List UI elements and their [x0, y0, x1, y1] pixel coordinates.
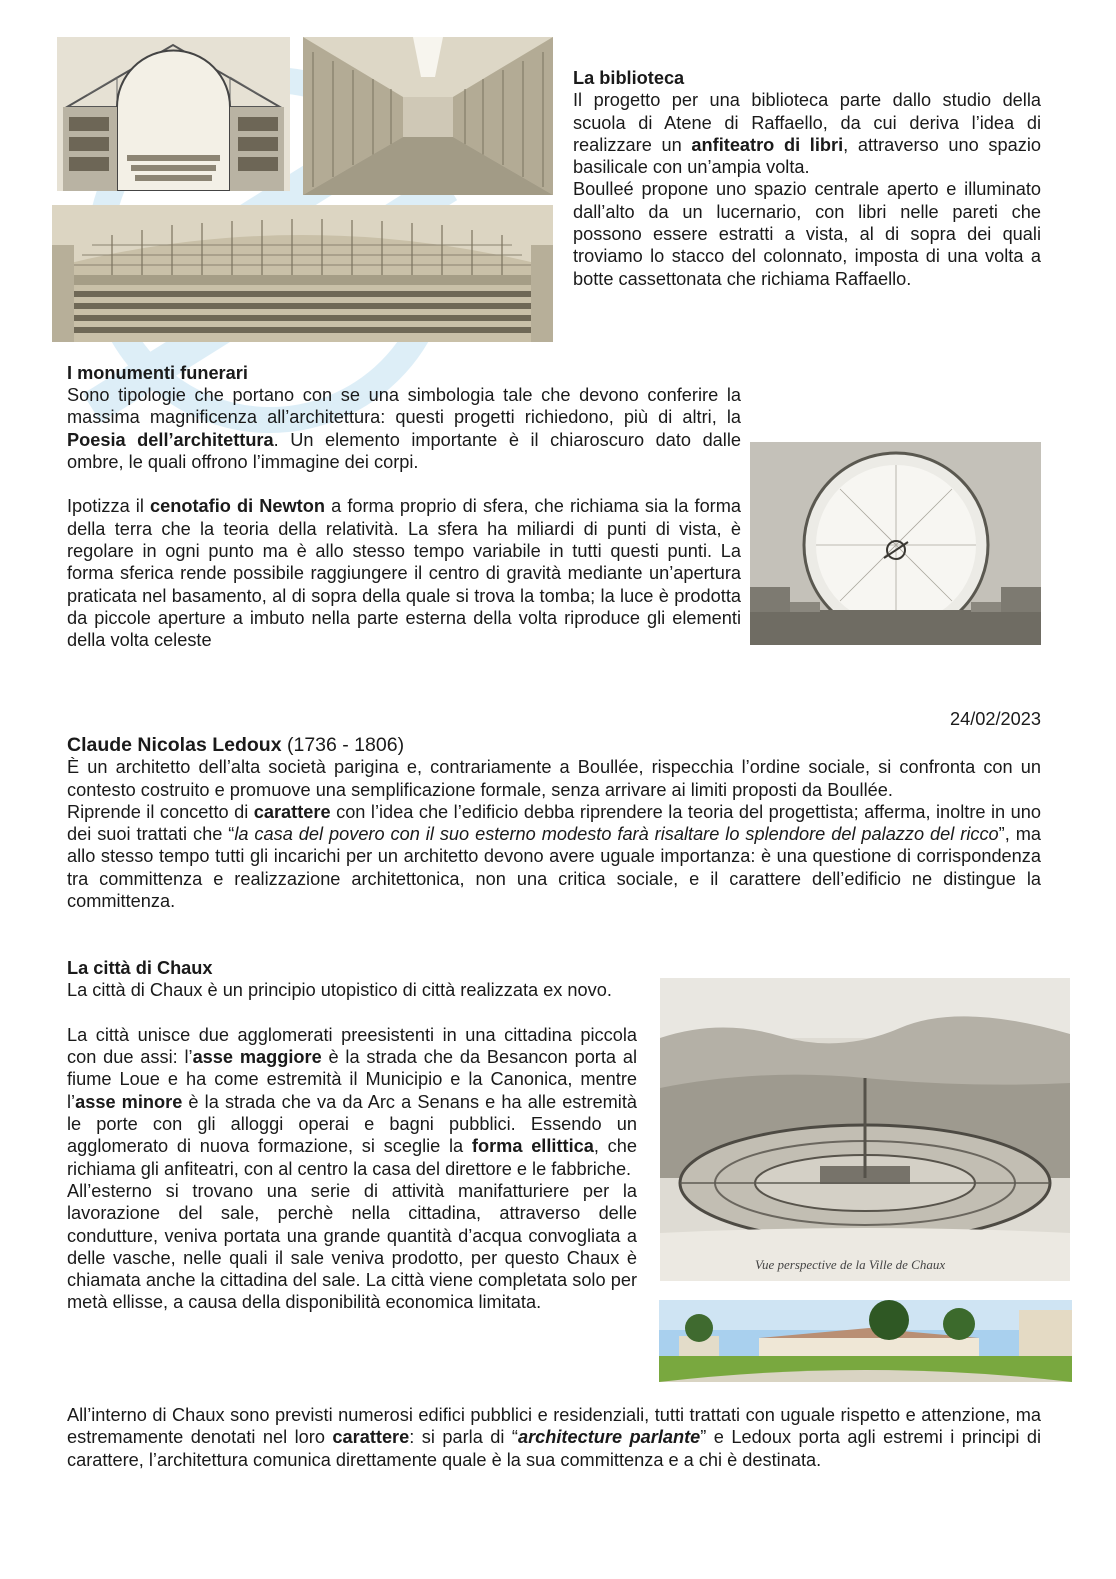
figure-float-spacer: [741, 433, 1041, 733]
library-paragraph-1: Il progetto per una biblioteca parte dallo studio della scuola di Atene di Raffaello, da cui deriva l’idea di realizzare un anfiteatro di libri, attraverso uno spazio basilicale con un’ampia volta.: [573, 90, 1041, 178]
library-paragraph-2: Boulleé propone uno spazio centrale aperto e illuminato dall’alto da un lucernario, con libri nelle pareti che possono essere estratti a vista, al di sopra dei quali troviamo lo stacco del colonnato, imposta di una volta a botte cassettonata che richiama Raffaello.: [573, 179, 1041, 289]
chaux-title: La città di Chaux: [67, 958, 213, 978]
library-interior-figure: [303, 37, 553, 195]
ledoux-name: Claude Nicolas Ledoux: [67, 734, 282, 756]
library-section-figure: [57, 37, 290, 191]
library-title: La biblioteca: [573, 68, 685, 88]
final-paragraph: All’interno di Chaux sono previsti numerosi edifici pubblici e residenziali, tutti trattati con uguale rispetto e attenzione, ma estremamente denotati nel loro carattere: si parla di “architecture parlante” e Ledoux porta agli estremi i principi di carattere, l’architettura comunica direttamente quale è la sua committenza e a chi è destinata.: [67, 1405, 1041, 1470]
final-section: [67, 1404, 1041, 1471]
funerary-title-block: [67, 362, 1041, 384]
chaux-section: [67, 957, 637, 1314]
funerary-title: I monumenti funerari: [67, 363, 248, 383]
ledoux-heading: [67, 734, 1041, 756]
ledoux-paragraph-2: Riprende il concetto di carattere con l’idea che l’edificio debba riprendere la teoria del progettista; afferma, inoltre in uno dei suoi trattati che “la casa del povero con il suo esterno modesto farà risaltare lo splendore del palazzo del ricco”, ma allo stesso tempo tutti gli incarichi per un architetto devono avere uguale importanza: è una questione di corrispondenza tra committenza e realizzazione architettonica, non una critica sociale, e il carattere dell’edificio ne distingue la committenza.: [67, 801, 1041, 912]
ledoux-section: [67, 734, 1041, 912]
chaux-paragraph-2: La città unisce due agglomerati preesistenti in una cittadina piccola con due assi: l’asse maggiore è la strada che da Besancon porta al fiume Loue e ha come estremità il Municipio e la Canonica, mentre l’asse minore è la strada che va da Arc a Senans e ha alle estremità le porte con gli alloggi operai e bagni pubblici. Essendo un agglomerato di nuova formazione, si sceglie la forma ellittica, che richiama gli anfiteatri, con al centro la casa del direttore e le fabbriche.: [67, 1024, 637, 1179]
chaux-perspective-figure: [660, 978, 1070, 1281]
ledoux-years: (1736 - 1806): [281, 734, 405, 756]
funerary-section: [67, 384, 1041, 733]
chaux-caption: Vue perspective de la Ville de Chaux: [755, 1257, 946, 1272]
chaux-paragraph-3: All’esterno si trovano una serie di attività manifatturiere per la lavorazione del sale, perchè nella cittadina, attraverso delle condutture, veniva portata una grande quantità d’acqua convogliata a delle vasche, nelle quali il sale veniva prodotto, per questo Chaux è chiamata anche la cittadina del sale. La città viene completata solo per metà ellisse, a causa della disponibilità economica limitata.: [67, 1180, 637, 1313]
saline-photo-figure: [659, 1300, 1072, 1382]
lecture-date: 24/02/2023: [949, 709, 1041, 729]
library-section: [573, 67, 1041, 290]
funerary-paragraph-1: Sono tipologie che portano con se una simbologia tale che devono conferire la massima magnificenza all’architettura: questi progetti richiedono, più di altri, la Poesia dell’architettura. Un elemento importante è il chiaroscuro dato dalle ombre, le quali offrono l’immagine dei corpi.: [67, 385, 741, 472]
chaux-paragraph-1: La città di Chaux è un principio utopistico di città realizzata ex novo.: [67, 980, 612, 1001]
ledoux-paragraph-1: È un architetto dell’alta società parigina e, contrariamente a Boullée, rispecchia l’ordine sociale, si confronta con un contesto costruito e promuove una semplificazione formale, senza arrivare ai limiti proposti da Boullée.: [67, 757, 1041, 800]
funerary-paragraph-2: Ipotizza il cenotafio di Newton a forma proprio di sfera, che richiama sia la forma della terra che la teoria della relatività. La sfera ha miliardi di punti di vista, è regolare in ogni punto ma è allo stesso tempo variabile in tutti questi punti. La forma sferica rende possibile raggiungere il centro di gravità mediante un’apertura praticata nel basamento, al di sopra della quale si trova la tomba; la luce è prodotta da piccole aperture a imbuto nella parte esterna della volta riproduce gli elementi della volta celeste: [67, 496, 742, 651]
library-long-section-figure: [52, 205, 553, 342]
